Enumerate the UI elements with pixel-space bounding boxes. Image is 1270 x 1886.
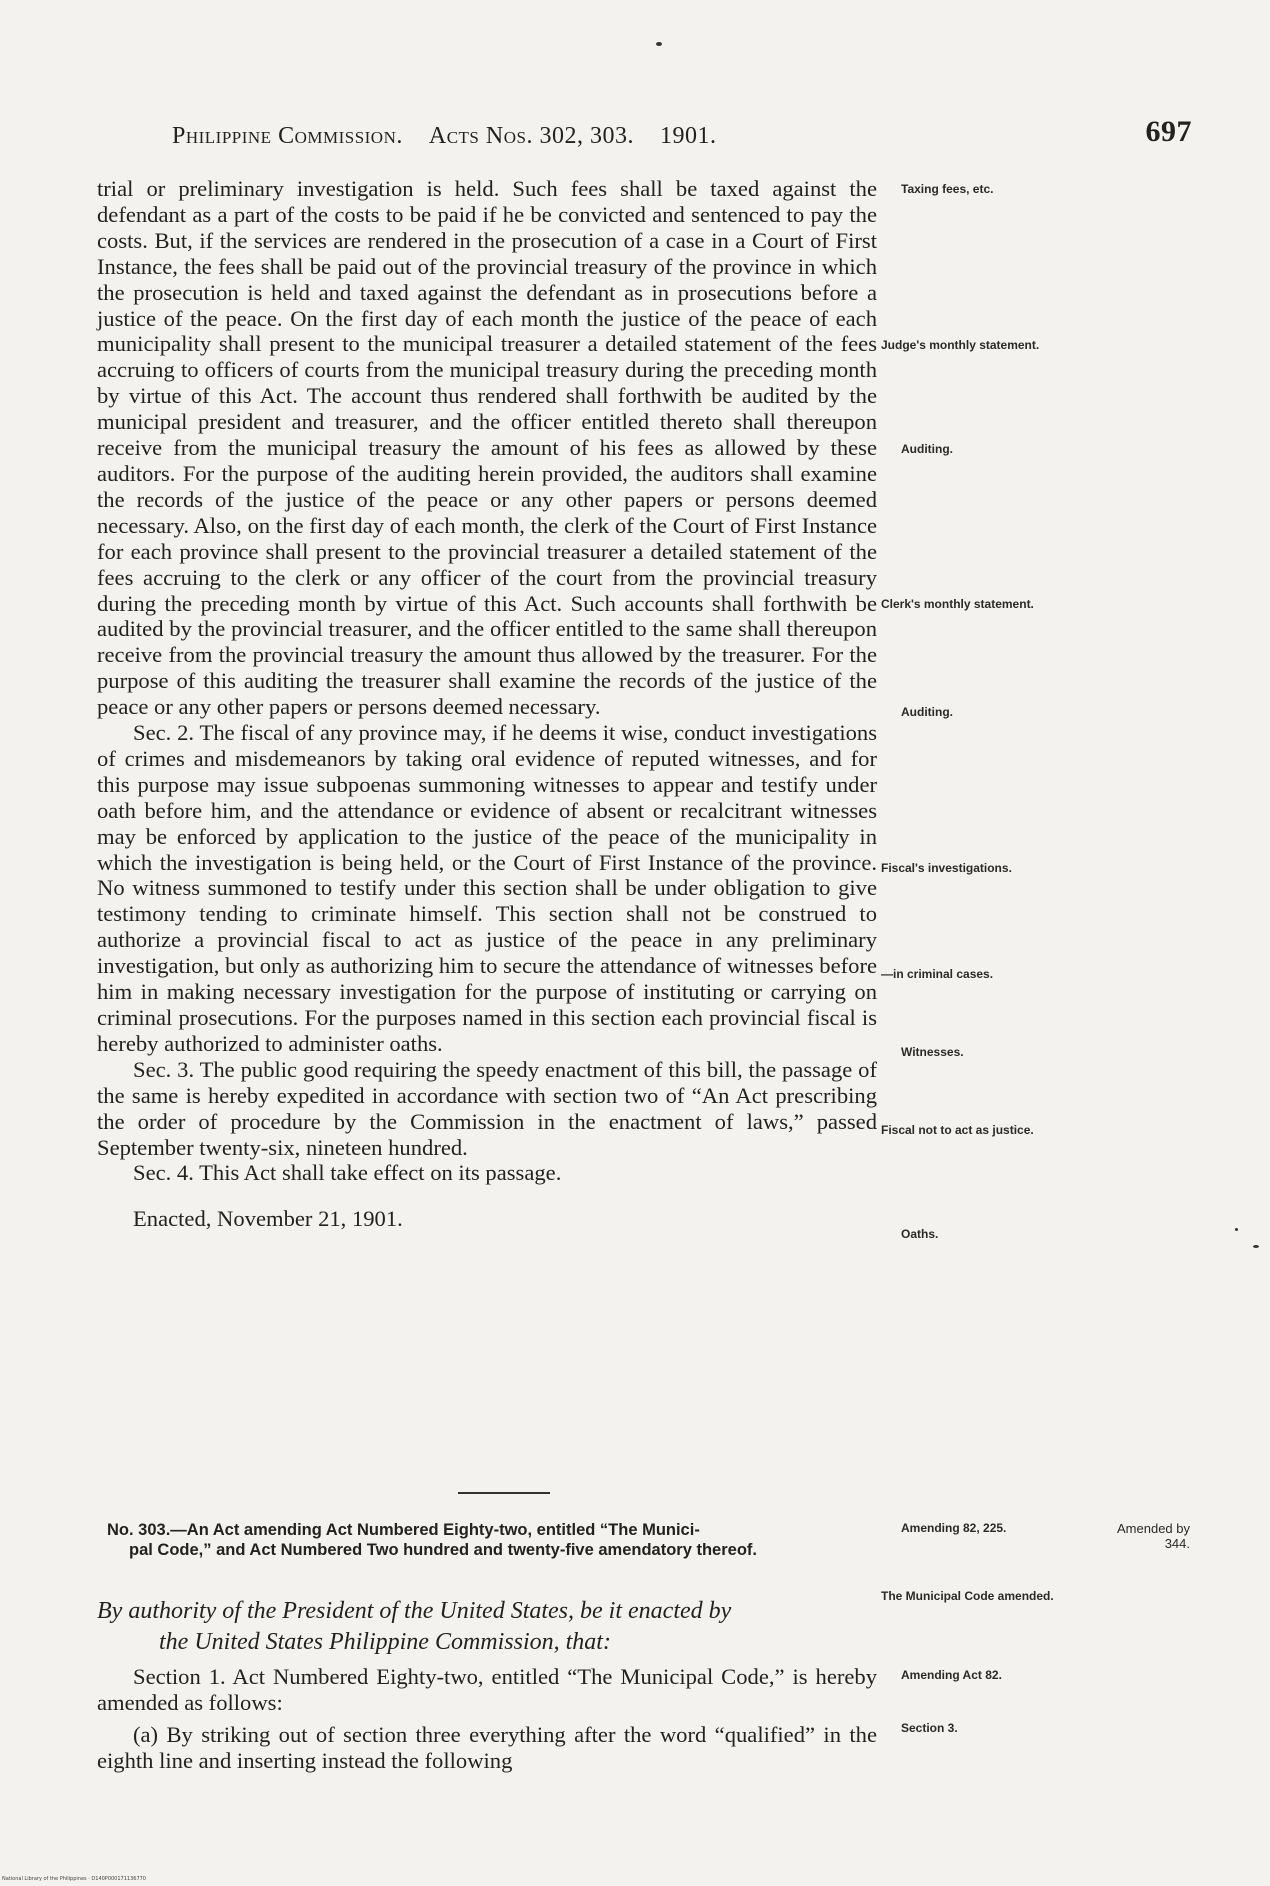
running-header [172,123,716,150]
paragraph-sec-4: Sec. 4. This Act shall take effect on its passage. [133,1160,562,1186]
scan-footer: National Library of the Philippines · D140P000171136770 [2,1876,146,1882]
margin-note-taxing-fees: Taxing fees, etc. [901,182,994,196]
page-number: 697 [1145,115,1192,148]
enacting-clause-line-2: the United States Philippine Commission, that: [159,1629,611,1655]
margin-note-municipal-code-amended: The Municipal Code amended. [881,1589,1054,1603]
body-text [97,176,877,1232]
margin-note-auditing-2: Auditing. [901,705,953,719]
running-title: Philippine Commission. [172,123,403,149]
margin-note-judges-statement: Judge's monthly statement. [881,338,1040,352]
margin-note-in-criminal-cases: —in criminal cases. [881,967,994,981]
act-303-body [97,1664,877,1774]
margin-note-auditing-1: Auditing. [901,442,953,456]
act-303-title [107,1520,877,1560]
margin-note-section-3: Section 3. [901,1721,958,1735]
margin-note-clerks-statement: Clerk's monthly statement. [881,597,1034,611]
paragraph-section-1: Section 1. Act Numbered Eighty-two, entitled “The Municipal Code,” is hereby amended as follows: [97,1664,877,1715]
page-header [172,115,1192,155]
paragraph-clause-a: (a) By striking out of section three everything after the word “qualified” in the eighth line and inserting instead the following [97,1722,877,1773]
header-year: 1901. [659,123,717,149]
act-title-line-2: pal Code,” and Act Numbered Two hundred and twenty-five amendatory thereof. [129,1541,757,1559]
paragraph-sec-3: Sec. 3. The public good requiring the speedy enactment of this bill, the passage of the same is hereby expedited in accordance with section two of “An Act prescribing the order of procedure by the Commission in the enactment of laws,” passed September twenty-six, nineteen hundred. [97,1056,877,1160]
scan-speck [656,42,662,46]
margin-note-witnesses: Witnesses. [901,1045,964,1059]
scan-speck [1253,1245,1259,1248]
paragraph-fees: trial or preliminary investigation is held. Such fees shall be taxed against the defendant as a part of the costs to be paid if he be convicted and sentenced to pay the costs. But, if the services are rendered in the prosecution of a case in a Court of First Instance, the fees shall be paid out of the provincial treasury of the province in which the prosecution is held and taxed against the defendant as in prosecutions before a justice of the peace. On the first day of each month the justice of the peace of each municipality shall present to the municipal treasurer a detailed statement of the fees accruing to officers of courts from the municipal treasury during the preceding month by virtue of this Act. The account thus rendered shall forthwith be audited by the municipal president and treasurer, and the officer entitled thereto shall thereupon receive from the municipal treasury the amount of his fees as allowed by these auditors. For the purpose of the auditing herein provided, the auditors shall examine the records of the justice of the peace or any other papers or persons deemed necessary. Also, on the first day of each month, the clerk of the Court of First Instance for each province shall present to the provincial treasurer a detailed statement of the fees accruing to the clerk or any officer of the court from the provincial treasury during the preceding month by virtue of this Act. Such accounts shall forthwith be audited by the provincial treasurer, and the officer entitled to the same shall thereupon receive from the provincial treasury the amount thus allowed by the treasurer. For the purpose of this auditing the treasurer shall examine the records of the justice of the peace or any other papers or persons deemed necessary. [97,176,877,720]
margin-note-fiscal-not-justice: Fiscal not to act as justice. [881,1123,1034,1137]
enacting-clause-line-1: By authority of the President of the United States, be it enacted by [97,1598,732,1624]
section-divider [458,1492,550,1494]
margin-note-amending-82-225: Amending 82, 225. [901,1521,1007,1535]
margin-note-amending-act-82: Amending Act 82. [901,1668,1002,1682]
paragraph-sec-2: Sec. 2. The fiscal of any province may, if he deems it wise, conduct investigations of crimes and misdemeanors by taking oral evidence of reputed witnesses, and for this purpose may issue subpoenas summoning witnesses to appear and testify under oath before him, and the attendance or evidence of absent or recalcitrant witnesses may be enforced by application to the justice of the peace of the municipality in which the investigation is being held, or the Court of First Instance of the province. No witness summoned to testify under this section shall be under obligation to give testimony tending to criminate himself. This section shall not be construed to authorize a provincial fiscal to act as justice of the peace in any preliminary investigation, but only as authorizing him to secure the attendance of witnesses before him in making necessary investigation for the purpose of instituting or carrying on criminal prosecutions. For the purposes named in this section each provincial fiscal is hereby authorized to administer oaths. [97,720,877,1056]
act-title-line-1: No. 303.—An Act amending Act Numbered Eighty-two, entitled “The Munici- [107,1521,700,1539]
margin-note-fiscals-investigations: Fiscal's investigations. [881,861,1012,875]
scan-speck [1235,1228,1238,1231]
enacted-line: Enacted, November 21, 1901. [133,1206,403,1232]
enacting-clause [97,1596,877,1658]
margin-note-amended-by-344: Amended by 344. [1117,1521,1190,1551]
margin-note-oaths: Oaths. [901,1227,939,1241]
acts-numbers: Acts Nos. 302, 303. [428,123,634,149]
